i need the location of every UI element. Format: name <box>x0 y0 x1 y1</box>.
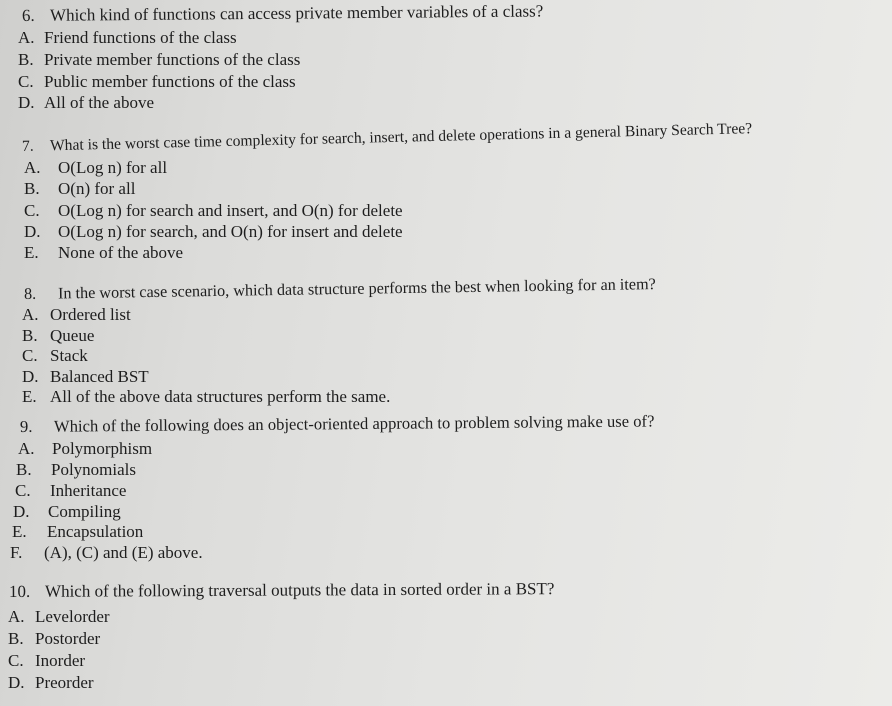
option-10c <box>8 651 85 671</box>
option-text: Postorder <box>35 629 101 648</box>
option-letter: D. <box>22 367 39 386</box>
option-letter: A. <box>18 28 35 47</box>
option-text: Polymorphism <box>52 439 153 458</box>
option-letter: A. <box>22 305 39 324</box>
question-number: 6. <box>21 5 35 25</box>
option-8e <box>22 387 390 407</box>
option-text: Stack <box>50 346 88 365</box>
option-text: O(Log n) for all <box>58 158 168 177</box>
option-letter: A. <box>24 158 41 177</box>
option-letter: E. <box>12 522 27 541</box>
option-8b <box>22 326 94 346</box>
option-text: Inheritance <box>50 481 127 500</box>
question-text: In the worst case scenario, which data structure performs the best when looking for an item? <box>57 275 656 303</box>
option-letter: C. <box>18 72 34 91</box>
option-letter: D. <box>8 673 25 692</box>
option-text: Ordered list <box>50 305 131 324</box>
question-text: What is the worst case time complexity for search, insert, and delete operations in a general Binary Search Tree? <box>49 120 753 155</box>
option-letter: B. <box>8 629 24 648</box>
option-text: Preorder <box>35 673 94 692</box>
option-10b <box>8 629 100 649</box>
option-letter: D. <box>13 502 30 521</box>
option-letter: B. <box>18 50 34 69</box>
option-letter: C. <box>22 346 38 365</box>
option-letter: E. <box>24 243 39 262</box>
option-text: All of the above <box>44 93 154 112</box>
option-text: Levelorder <box>35 607 110 626</box>
option-letter: C. <box>15 481 31 500</box>
option-10a <box>8 607 110 627</box>
option-6c <box>18 72 296 92</box>
option-8a <box>22 305 131 325</box>
option-9e <box>12 522 143 542</box>
option-text: None of the above <box>58 243 184 262</box>
option-text: Private member functions of the class <box>44 50 301 69</box>
question-number: 10. <box>8 581 31 601</box>
option-text: Public member functions of the class <box>44 72 296 91</box>
question-9-stem <box>20 411 655 437</box>
option-6b <box>18 50 300 70</box>
question-text: Which of the following does an object-oriented approach to problem solving make use of? <box>53 411 655 436</box>
option-7b <box>24 179 135 199</box>
question-text: Which of the following traversal outputs the data in sorted order in a BST? <box>44 579 555 601</box>
question-number: 7. <box>21 137 34 155</box>
option-letter: F. <box>10 543 23 562</box>
option-text: Queue <box>50 326 95 345</box>
question-6-stem <box>22 1 543 26</box>
option-6d <box>18 93 154 113</box>
option-9b <box>16 460 136 480</box>
option-text: Friend functions of the class <box>44 28 237 47</box>
option-10d <box>8 673 94 693</box>
option-letter: E. <box>22 387 37 406</box>
option-9d <box>13 502 121 522</box>
option-8d <box>22 367 149 387</box>
option-text: Balanced BST <box>50 367 149 386</box>
option-letter: A. <box>8 607 25 626</box>
option-6a <box>18 28 237 48</box>
option-text: All of the above data structures perform the same. <box>50 387 391 406</box>
option-text: Compiling <box>48 502 121 521</box>
option-text: O(n) for all <box>58 179 136 198</box>
question-number: 8. <box>23 284 37 303</box>
option-7a <box>24 158 167 178</box>
option-letter: B. <box>22 326 38 345</box>
option-text: Polynomials <box>51 460 137 479</box>
option-letter: A. <box>18 439 35 458</box>
question-8-stem <box>24 274 656 304</box>
option-letter: B. <box>24 179 40 198</box>
option-text: O(Log n) for search and insert, and O(n) for delete <box>58 201 403 220</box>
option-text: O(Log n) for search, and O(n) for insert and delete <box>58 222 403 241</box>
question-7-stem <box>22 119 753 157</box>
option-letter: D. <box>24 222 41 241</box>
option-letter: C. <box>24 201 40 220</box>
option-9c <box>15 481 126 501</box>
question-10-stem <box>9 579 555 602</box>
option-7e <box>24 243 183 263</box>
question-number: 9. <box>19 416 33 436</box>
option-letter: D. <box>18 93 35 112</box>
option-8c <box>22 346 88 366</box>
option-letter: B. <box>16 460 32 479</box>
option-text: Inorder <box>35 651 86 670</box>
option-text: Encapsulation <box>47 522 144 541</box>
option-7d <box>24 222 403 242</box>
option-7c <box>24 201 403 221</box>
option-text: (A), (C) and (E) above. <box>44 543 203 562</box>
question-text: Which kind of functions can access private member variables of a class? <box>49 1 544 25</box>
option-9a <box>18 439 152 459</box>
option-letter: C. <box>8 651 24 670</box>
option-9f <box>10 543 203 563</box>
